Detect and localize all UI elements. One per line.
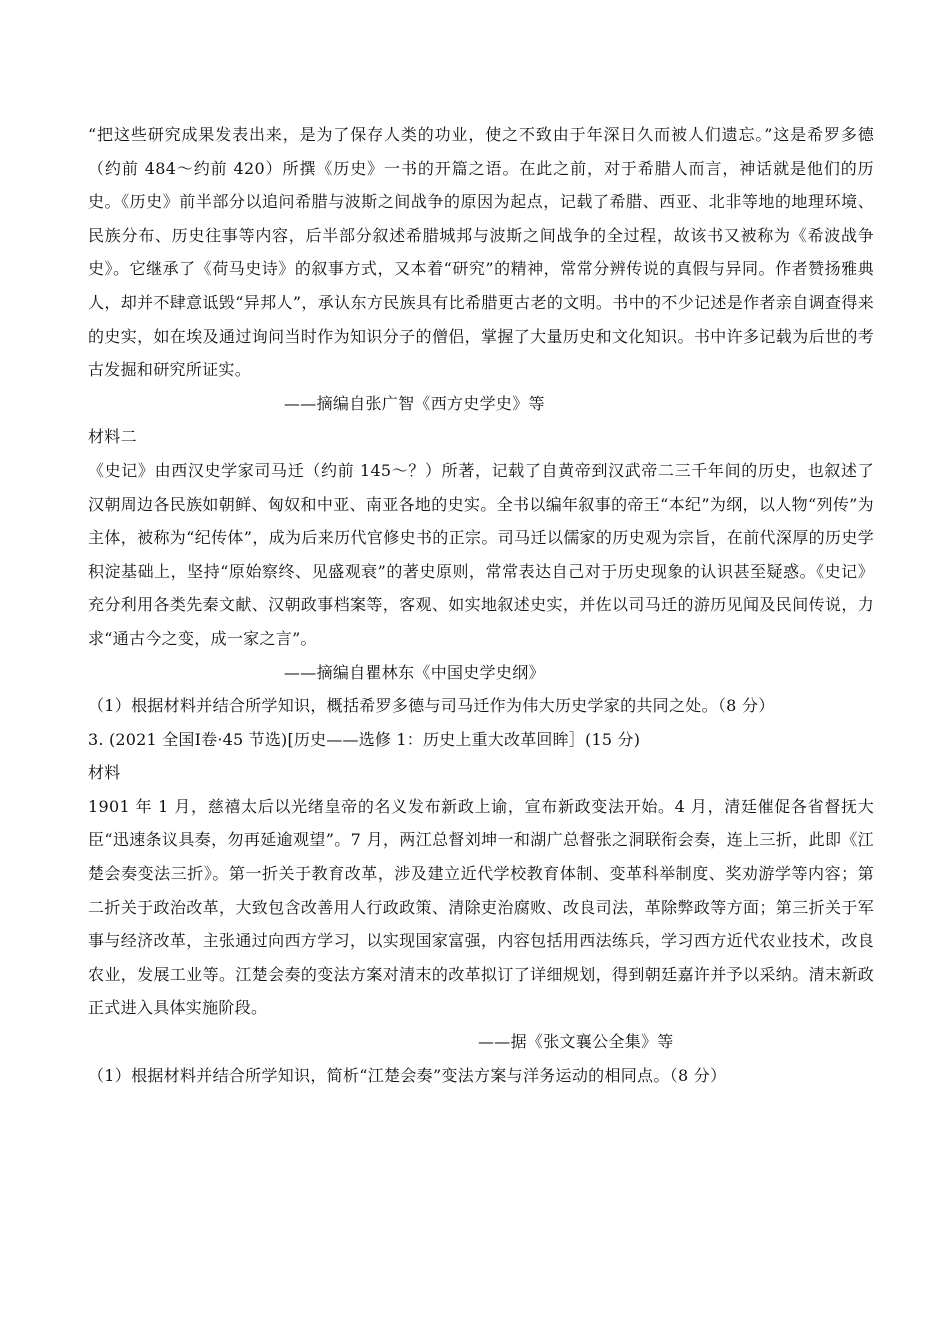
problem-3-heading: 3. (2021 全国Ⅰ卷·45 节选)[历史——选修 1：历史上重大改革回眸］(15 分) [88, 729, 641, 749]
document-page [88, 118, 874, 1092]
material-one-source: ——摘编自张广智《西方史学史》等 [284, 393, 545, 413]
material-two-paragraph: 《史记》由西汉史学家司马迁（约前 145～？）所著，记载了自黄帝到汉武帝二三千年间的历史，也叙述了汉朝周边各民族如朝鲜、匈奴和中亚、南亚各地的史实。全书以编年叙事的帝王“本纪”为纲，以人物“列传”为主体，被称为“纪传体”，成为后来历代官修史书的正宗。司马迁以儒家的历史观为宗旨，在前代深厚的历史学积淀基础上，坚持“原始察终、见盛观衰”的著史原则，常常表达自己对于历史现象的认识甚至疑惑。《史记》充分利用各类先秦文献、汉朝政事档案等，客观、如实地叙述史实，并佐以司马迁的游历见闻及民间传说，力求“通古今之变，成一家之言”。 [88, 460, 874, 648]
material-two-label: 材料二 [88, 427, 137, 447]
problem-3-source: ——据《张文襄公全集》等 [478, 1032, 674, 1052]
question-2-1: （1）根据材料并结合所学知识，概括希罗多德与司马迁作为伟大历史学家的共同之处。（8 分） [88, 696, 775, 716]
problem-3-material-label: 材料 [88, 763, 121, 783]
material-one-paragraph: “把这些研究成果发表出来，是为了保存人类的功业，使之不致由于年深日久而被人们遗忘。”这是希罗多德（约前 484～约前 420）所撰《历史》一书的开篇之语。在此之前，对于希腊人而言，神话就是他们的历史。《历史》前半部分以追问希腊与波斯之间战争的原因为起点，记载了希腊、西亚、北非等地的地理环境、民族分布、历史往事等内容，后半部分叙述希腊城邦与波斯之间战争的全过程，故该书又被称为《希波战争史》。它继承了《荷马史诗》的叙事方式，又本着“研究”的精神，常常分辨传说的真假与异同。作者赞扬雅典人，却并不肆意诋毁“异邦人”，承认东方民族具有比希腊更古老的文明。书中的不少记述是作者亲自调查得来的史实，如在埃及通过询问当时作为知识分子的僧侣，掌握了大量历史和文化知识。书中许多记载为后世的考古发掘和研究所证实。 [88, 125, 874, 380]
material-two-source: ——摘编自瞿林东《中国史学史纲》 [284, 662, 545, 682]
question-3-1: （1）根据材料并结合所学知识，简析“江楚会奏”变法方案与洋务运动的相同点。（8 分） [88, 1065, 727, 1085]
problem-3-paragraph: 1901 年 1 月，慈禧太后以光绪皇帝的名义发布新政上谕，宣布新政变法开始。4 月，清廷催促各省督抚大臣“迅速条议具奏，勿再延逾观望”。7 月，两江总督刘坤一和湖广总督张之洞联衔会奏，连上三折，此即《江楚会奏变法三折》。第一折关于教育改革，涉及建立近代学校教育体制、变革科举制度、奖劝游学等内容；第二折关于政治改革，大致包含改善用人行政政策、清除吏治腐败、改良司法，革除弊政等方面；第三折关于军事与经济改革，主张通过向西方学习，以实现国家富强，内容包括用西法练兵，学习西方近代农业技术，改良农业，发展工业等。江楚会奏的变法方案对清末的改革拟订了详细规划，得到朝廷嘉许并予以采纳。清末新政正式进入具体实施阶段。 [88, 796, 874, 1018]
